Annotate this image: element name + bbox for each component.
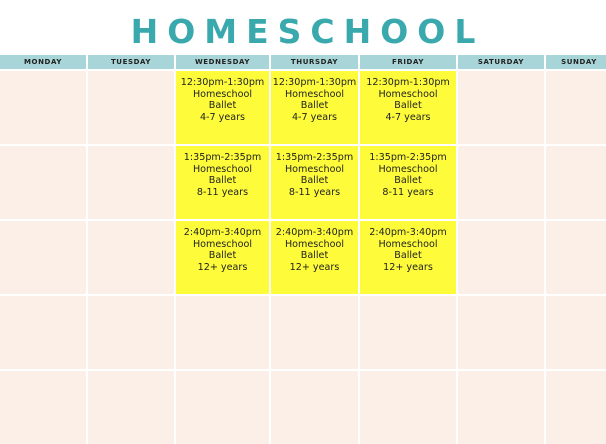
session-friday-1 bbox=[360, 71, 456, 144]
session-name: Homeschool bbox=[284, 238, 345, 250]
schedule-cell-wednesday-4 bbox=[176, 296, 269, 369]
day-header-saturday: SATURDAY bbox=[458, 55, 544, 69]
session-ages: 12+ years bbox=[289, 262, 340, 274]
session-friday-2 bbox=[360, 146, 456, 219]
day-header-wednesday: WEDNESDAY bbox=[176, 55, 269, 69]
schedule-cell-friday-5 bbox=[360, 371, 456, 444]
session-time: 12:30pm-1:30pm bbox=[180, 77, 265, 88]
session-name: Homeschool bbox=[378, 88, 438, 100]
session-time: 1:35pm-2:35pm bbox=[275, 152, 354, 163]
session-time: 1:35pm-2:35pm bbox=[183, 152, 262, 163]
schedule-cell-saturday-1 bbox=[458, 71, 544, 144]
page-title: HOMESCHOOL bbox=[130, 12, 485, 51]
schedule-cell-saturday-4 bbox=[458, 296, 544, 369]
schedule-cell-sunday-3 bbox=[546, 221, 606, 294]
session-time: 2:40pm-3:40pm bbox=[275, 227, 354, 238]
schedule-cell-saturday-3 bbox=[458, 221, 544, 294]
session-activity: Ballet bbox=[208, 100, 237, 112]
session-activity: Ballet bbox=[208, 175, 237, 187]
schedule-cell-tuesday-1 bbox=[88, 71, 174, 144]
schedule-cell-monday-2 bbox=[0, 146, 86, 219]
session-time: 2:40pm-3:40pm bbox=[369, 227, 447, 238]
schedule-cell-sunday-1 bbox=[546, 71, 606, 144]
session-ages: 8-11 years bbox=[382, 187, 434, 199]
schedule-cell-monday-3 bbox=[0, 221, 86, 294]
session-ages: 4-7 years bbox=[291, 112, 338, 124]
session-activity: Ballet bbox=[394, 175, 422, 187]
session-activity: Ballet bbox=[300, 175, 329, 187]
session-activity: Ballet bbox=[394, 100, 422, 112]
schedule-cell-tuesday-2 bbox=[88, 146, 174, 219]
session-time: 12:30pm-1:30pm bbox=[366, 77, 450, 88]
day-header-sunday: SUNDAY bbox=[546, 55, 606, 69]
session-thursday-3 bbox=[271, 221, 358, 294]
session-name: Homeschool bbox=[284, 88, 345, 100]
weekly-schedule-grid bbox=[0, 55, 606, 444]
session-activity: Ballet bbox=[300, 250, 329, 262]
session-ages: 12+ years bbox=[383, 262, 433, 274]
schedule-cell-monday-5 bbox=[0, 371, 86, 444]
session-ages: 8-11 years bbox=[288, 187, 341, 199]
day-header-friday: FRIDAY bbox=[360, 55, 456, 69]
day-header-monday: MONDAY bbox=[0, 55, 86, 69]
day-header-tuesday: TUESDAY bbox=[88, 55, 174, 69]
session-activity: Ballet bbox=[394, 250, 422, 262]
schedule-cell-sunday-5 bbox=[546, 371, 606, 444]
session-wednesday-3 bbox=[176, 221, 269, 294]
session-ages: 12+ years bbox=[197, 262, 248, 274]
session-ages: 4-7 years bbox=[385, 112, 431, 124]
schedule-cell-monday-4 bbox=[0, 296, 86, 369]
schedule-cell-friday-4 bbox=[360, 296, 456, 369]
session-wednesday-2 bbox=[176, 146, 269, 219]
session-name: Homeschool bbox=[378, 163, 438, 175]
session-thursday-2 bbox=[271, 146, 358, 219]
schedule-cell-tuesday-3 bbox=[88, 221, 174, 294]
session-name: Homeschool bbox=[378, 238, 438, 250]
session-friday-3 bbox=[360, 221, 456, 294]
session-time: 1:35pm-2:35pm bbox=[369, 152, 447, 163]
day-header-thursday: THURSDAY bbox=[271, 55, 358, 69]
session-activity: Ballet bbox=[208, 250, 237, 262]
schedule-cell-tuesday-5 bbox=[88, 371, 174, 444]
session-wednesday-1 bbox=[176, 71, 269, 144]
schedule-cell-saturday-5 bbox=[458, 371, 544, 444]
schedule-cell-sunday-2 bbox=[546, 146, 606, 219]
schedule-cell-tuesday-4 bbox=[88, 296, 174, 369]
session-activity: Ballet bbox=[300, 100, 329, 112]
session-time: 2:40pm-3:40pm bbox=[183, 227, 262, 238]
schedule-cell-saturday-2 bbox=[458, 146, 544, 219]
schedule-cell-wednesday-5 bbox=[176, 371, 269, 444]
session-ages: 4-7 years bbox=[199, 112, 246, 124]
schedule-cell-monday-1 bbox=[0, 71, 86, 144]
schedule-cell-sunday-4 bbox=[546, 296, 606, 369]
session-name: Homeschool bbox=[192, 163, 253, 175]
schedule-cell-thursday-4 bbox=[271, 296, 358, 369]
session-name: Homeschool bbox=[192, 88, 253, 100]
schedule-cell-thursday-5 bbox=[271, 371, 358, 444]
session-ages: 8-11 years bbox=[196, 187, 249, 199]
session-time: 12:30pm-1:30pm bbox=[272, 77, 357, 88]
session-name: Homeschool bbox=[284, 163, 345, 175]
session-thursday-1 bbox=[271, 71, 358, 144]
session-name: Homeschool bbox=[192, 238, 253, 250]
